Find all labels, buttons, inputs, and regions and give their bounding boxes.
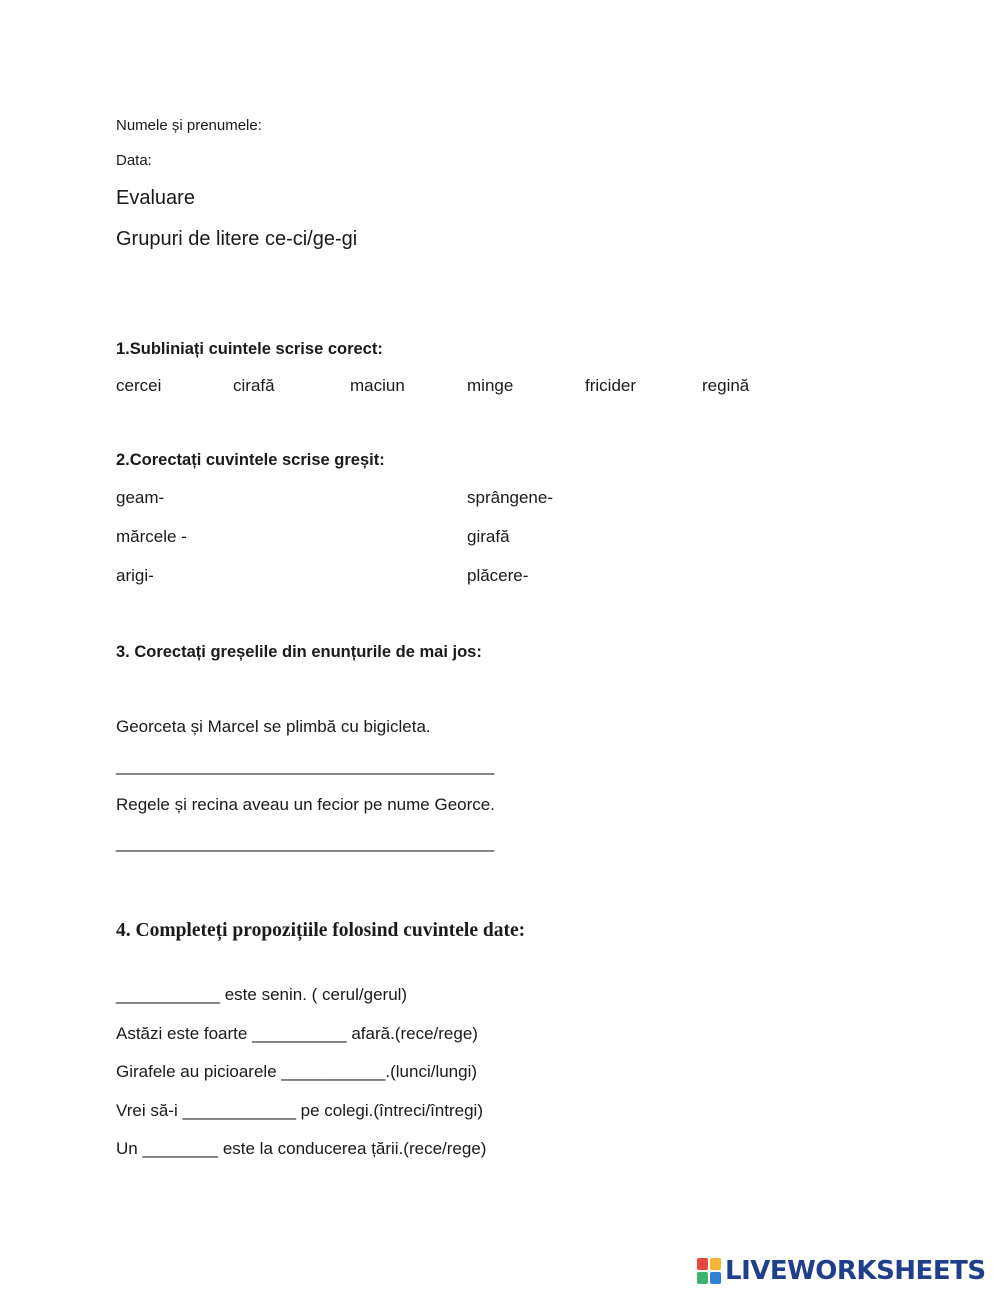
- exercise-3-answer-line[interactable]: ________________________________________: [116, 833, 495, 852]
- exercise-2-word-left: arigi-: [116, 566, 154, 585]
- page-subtitle: Grupuri de litere ce-ci/ge-gi: [116, 228, 358, 250]
- exercise-2-word-left: geam-: [116, 488, 165, 507]
- exercise-4-item: Un ________ este la conducerea țării.(rece/rege): [116, 1139, 487, 1158]
- logo-block: [697, 1272, 708, 1284]
- exercise-3-sentence: Regele și recina aveau un fecior pe nume Georce.: [116, 795, 495, 814]
- exercise-1-word: regină: [702, 376, 750, 395]
- exercise-4-item: Girafele au picioarele ___________.(lunci/lungi): [116, 1062, 478, 1081]
- exercise-3-heading: 3. Corectați greșelile din enunțurile de mai jos:: [116, 643, 482, 661]
- exercise-4-item: ___________ este senin. ( cerul/gerul): [116, 985, 408, 1004]
- exercise-1-word: fricider: [585, 376, 637, 395]
- logo-text: LIVEWORKSHEETS: [725, 1256, 986, 1286]
- exercise-3-sentence: Georceta și Marcel se plimbă cu bigicleta.: [116, 717, 431, 736]
- exercise-2-word-right: sprângene-: [467, 488, 554, 507]
- logo-blocks-icon: [697, 1258, 721, 1284]
- exercise-1-word: cercei: [116, 376, 162, 395]
- exercise-1-heading: 1.Subliniați cuintele scrise corect:: [116, 340, 383, 358]
- page-title: Evaluare: [116, 187, 195, 209]
- liveworksheets-logo: [697, 1254, 986, 1288]
- logo-block: [697, 1258, 708, 1270]
- exercise-2-word-right: plăcere-: [467, 566, 529, 585]
- exercise-2-word-left: mărcele -: [116, 527, 187, 546]
- exercise-1-word: cirafă: [233, 376, 275, 395]
- exercise-1-word: minge: [467, 376, 514, 395]
- exercise-3-answer-line[interactable]: ________________________________________: [116, 756, 495, 775]
- exercise-2-heading: 2.Corectați cuvintele scrise greșit:: [116, 451, 385, 469]
- date-label: Data:: [116, 152, 152, 169]
- exercise-4-item: Astăzi este foarte __________ afară.(rece/rege): [116, 1024, 478, 1043]
- exercise-2-word-right: girafă: [467, 527, 510, 546]
- name-label: Numele și prenumele:: [116, 117, 262, 134]
- logo-block: [710, 1272, 721, 1284]
- exercise-4-item: Vrei să-i ____________ pe colegi.(întreci/întregi): [116, 1101, 483, 1120]
- exercise-4-heading: 4. Completeți propozițiile folosind cuvintele date:: [116, 920, 526, 941]
- exercise-1-word: maciun: [350, 376, 405, 395]
- logo-block: [710, 1258, 721, 1270]
